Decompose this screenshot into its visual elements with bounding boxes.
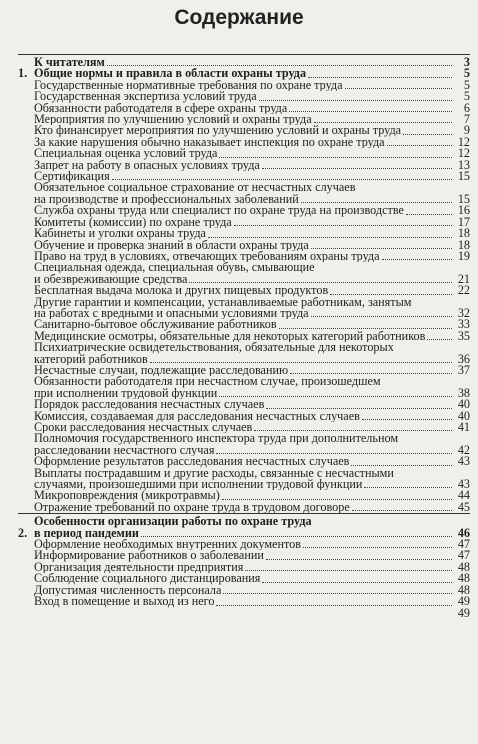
toc-entry-number: 1.	[18, 66, 28, 81]
toc-entry[interactable]	[18, 100, 470, 115]
toc-entry-page-number: 45	[457, 499, 470, 514]
dot-leader	[382, 259, 452, 260]
toc-entry-title-line: категорий работников	[34, 351, 148, 365]
toc-entry-title	[34, 319, 454, 330]
toc-entry[interactable]	[18, 573, 470, 584]
toc-entry[interactable]	[18, 596, 470, 607]
toc-entry-page-number: 22	[457, 283, 470, 298]
toc-entry-title	[34, 262, 454, 285]
toc-entry-title-line: в период пандемии	[34, 525, 139, 540]
toc-entry[interactable]	[18, 228, 470, 239]
toc-entry[interactable]	[18, 499, 470, 514]
toc-entry-title-line: Обучение и проверка знаний в области охраны труда	[34, 239, 309, 251]
toc-entry-title	[34, 502, 454, 513]
dot-leader	[403, 134, 452, 135]
toc-entry[interactable]	[18, 559, 470, 574]
dot-leader	[219, 396, 452, 397]
dot-leader	[266, 559, 452, 560]
toc-entry-title	[34, 205, 454, 216]
dot-leader	[427, 339, 452, 340]
section-rule	[18, 513, 470, 514]
toc-entry-page-number: 9	[463, 123, 470, 138]
toc-entry-title	[34, 399, 454, 410]
toc-entry[interactable]	[18, 205, 470, 216]
page-title: Содержание	[174, 6, 304, 29]
toc-entry-title-line: Служба охраны труда или специалист по охране труда на производстве	[34, 205, 404, 217]
toc-entry-title	[34, 562, 454, 573]
toc-entry-page-number: 35	[457, 328, 470, 343]
toc-entry[interactable]	[18, 248, 470, 263]
toc-entry-title-line: Выплаты пострадавшим и другие расходы, связанные с несчастными	[34, 467, 394, 480]
toc-entry-title-line: Отражение требований по охране труда в трудовом договоре	[34, 501, 350, 514]
toc-entry-title-line: Особенности организации работы по охране труда	[34, 516, 312, 529]
toc-entry-page-number: 44	[457, 488, 470, 503]
toc-entry-page-number: 38	[457, 385, 470, 400]
toc-entry[interactable]	[18, 456, 470, 467]
toc-entry-title-line: Другие гарантии и компенсации, устанавливаемые работникам, занятым	[34, 296, 412, 309]
toc-entry-title-line: Мероприятия по улучшению условий и охраны труда	[34, 114, 312, 126]
toc-entry-title	[34, 550, 454, 561]
toc-entry[interactable]	[18, 148, 470, 159]
dot-leader	[311, 248, 452, 249]
toc-entry-title-line: и обезвреживающие средства	[34, 271, 188, 286]
toc-entry-page-number: 12	[457, 146, 470, 161]
dot-leader	[259, 100, 452, 101]
toc-entry-title	[34, 80, 454, 91]
dot-leader	[262, 582, 452, 583]
toc-entry-page-number: 48	[457, 571, 470, 586]
toc-entry-title	[34, 285, 454, 296]
toc-entry-page-number: 15	[457, 169, 470, 184]
toc-entry-title	[34, 217, 454, 228]
toc-entry-title	[34, 585, 454, 596]
dot-leader	[330, 294, 452, 295]
toc-entry-title	[34, 490, 454, 501]
toc-entry-title-line: Соблюдение социального дистанцирования	[34, 573, 261, 585]
toc-entry[interactable]	[18, 237, 470, 252]
toc-entry[interactable]	[18, 285, 470, 296]
toc-entry-page-number: 33	[457, 317, 470, 332]
toc-entry[interactable]	[18, 376, 470, 399]
toc-entry-page-number: 47	[457, 548, 470, 563]
toc-entry-page-number: 7	[463, 112, 470, 127]
toc-entry-title-line: Микроповреждения (микротравмы)	[34, 490, 220, 502]
toc-entry[interactable]	[18, 408, 470, 423]
toc-entry[interactable]	[18, 134, 470, 149]
toc-entry-title-line: на работах с вредными и опасными условиями труда	[34, 305, 309, 320]
toc-entry-title	[34, 228, 454, 239]
toc-entry-title-line: Допустимая численность персонала	[34, 584, 222, 597]
toc-entry-page-number: 13	[457, 157, 470, 172]
toc-entry-page-number: 32	[457, 305, 470, 320]
toc-entry-title	[34, 539, 454, 550]
toc-entry-title	[34, 365, 454, 376]
toc-entry-title	[34, 114, 454, 125]
toc-entry-title-line: Специальная одежда, специальная обувь, смывающие	[34, 262, 315, 275]
toc-entry-page-number: 41	[457, 420, 470, 434]
toc-entry-page-number: 5	[463, 66, 470, 81]
toc-entry-title-line: Психиатрические освидетельствования, обязательные для некоторых	[34, 342, 394, 355]
dot-leader	[216, 605, 452, 606]
dot-leader	[234, 225, 452, 226]
dot-leader	[189, 282, 452, 283]
toc-entry-title-line: Оформление результатов расследования несчастных случаев	[34, 456, 350, 468]
dot-leader	[216, 453, 452, 454]
dot-leader	[352, 510, 452, 511]
toc-entry-title	[34, 422, 454, 433]
toc-entry-title-line: Обязательное социальное страхование от несчастных случаев	[34, 182, 356, 195]
toc-entry-title-line: Оформление необходимых внутренних документов	[34, 539, 301, 551]
toc-entry[interactable]	[18, 297, 470, 320]
toc-entry-title	[34, 160, 454, 171]
toc-entry-page-number: 47	[457, 537, 470, 552]
toc-entry[interactable]	[18, 490, 470, 501]
toc-entry-title-line: Обязанности работодателя при несчастном случае, произошедшем	[34, 376, 381, 389]
toc-entry-page-number: 40	[457, 397, 470, 412]
toc-entry-title	[34, 171, 454, 182]
dot-leader	[107, 65, 452, 66]
toc-entry-page-number: 48	[457, 582, 470, 597]
toc-entry[interactable]	[18, 342, 470, 365]
dot-leader	[351, 465, 452, 466]
toc-entry-title	[34, 376, 454, 399]
toc-entry-title-line: Несчастные случаи, подлежащие расследованию	[34, 364, 289, 377]
toc-entry[interactable]	[18, 91, 470, 102]
toc-entry-page-number: 43	[457, 454, 470, 469]
toc-entry-title-line: Кабинеты и уголки охраны труда	[34, 228, 206, 240]
dot-leader	[290, 373, 452, 374]
toc-entry-title-line: Полномочия государственного инспектора труда при дополнительном	[34, 433, 399, 446]
toc-entry-title	[34, 182, 454, 205]
toc-entry[interactable]	[18, 422, 470, 433]
dot-leader	[112, 179, 452, 180]
toc-entry[interactable]	[18, 182, 470, 205]
toc-entry-page-number: 12	[457, 134, 470, 149]
toc-entry[interactable]	[18, 550, 470, 561]
toc-entry-page-number: 43	[457, 477, 470, 492]
toc-entry-title-line: Запрет на работу в опасных условиях труда	[34, 159, 260, 172]
toc-entry[interactable]	[18, 468, 470, 491]
dot-leader	[364, 487, 452, 488]
dot-leader	[245, 570, 452, 571]
toc-entry-page-number: 37	[457, 362, 470, 377]
toc-entry-page-number: 42	[457, 442, 470, 457]
toc-entry-page-number: 18	[457, 226, 470, 241]
dot-leader	[311, 316, 452, 317]
toc-entry[interactable]	[18, 125, 470, 136]
toc-entry-page-number: 6	[463, 100, 470, 115]
toc-entry-title-line: Обязанности работодателя в сфере охраны труда	[34, 102, 288, 115]
toc-entry-title-line: случаями, произошедшими при исполнении трудовой функции	[34, 477, 363, 491]
toc-entry-title-line: Порядок расследования несчастных случаев	[34, 399, 265, 411]
toc-entry-page-number: 15	[457, 191, 470, 206]
dot-leader	[301, 202, 452, 203]
toc-entry-title	[34, 342, 454, 365]
toc-entry-title	[34, 103, 454, 114]
toc-entry-title	[34, 91, 454, 102]
toc-entry[interactable]	[18, 114, 470, 125]
toc-entry-title-line: Сертификация	[34, 171, 110, 183]
toc-entry-page-number: 48	[457, 559, 470, 574]
toc-entry-title-line: при исполнении трудовой функции	[34, 385, 218, 400]
toc-trailing-page	[18, 605, 470, 620]
toc-entry[interactable]	[18, 68, 470, 79]
toc-entry-title-line: Право на труд в условиях, отвечающих требованиям охраны труда	[34, 250, 380, 263]
toc-entry-title-line: Организация деятельности предприятия	[34, 561, 244, 574]
toc-entry-title	[34, 148, 454, 159]
toc-entry[interactable]	[18, 582, 470, 597]
toc-entry-title	[34, 125, 454, 136]
dot-leader	[254, 430, 452, 431]
toc-entry-number: 2.	[18, 525, 28, 540]
dot-leader	[345, 88, 452, 89]
toc-entry-title	[34, 516, 454, 539]
dot-leader	[219, 157, 452, 158]
toc-entry[interactable]	[18, 539, 470, 550]
toc-entry-title	[34, 137, 454, 148]
dot-leader	[387, 145, 452, 146]
dot-leader	[262, 168, 452, 169]
toc-entry-page-number: 3	[463, 55, 470, 69]
dot-leader	[150, 362, 452, 363]
toc-entry-title-line: Сроки расследования несчастных случаев	[34, 422, 253, 434]
toc-entry-page-number: 5	[463, 77, 470, 92]
toc-entry-title-line: Бесплатная выдача молока и других пищевых продуктов	[34, 285, 329, 297]
toc-entry-title-line: Санитарно-бытовое обслуживание работников	[34, 319, 277, 331]
toc-entry-title-line: расследовании несчастного случая	[34, 442, 215, 457]
toc-entry[interactable]	[18, 262, 470, 285]
dot-leader	[308, 77, 452, 78]
toc-entry-title	[34, 251, 454, 262]
toc-entry-title	[34, 468, 454, 491]
toc-entry-page-number: 19	[457, 248, 470, 263]
toc-entry[interactable]	[18, 157, 470, 172]
toc-entry[interactable]	[18, 516, 470, 539]
toc-entry-title	[34, 596, 454, 607]
toc-entry-title	[34, 573, 454, 584]
toc-entry-title	[34, 57, 454, 68]
dot-leader	[289, 111, 452, 112]
toc-entry-title	[34, 411, 454, 422]
toc-entry-page-number: 49	[457, 594, 470, 609]
dot-leader	[141, 536, 452, 537]
toc-entry[interactable]	[18, 57, 470, 68]
toc-entry[interactable]	[18, 328, 470, 343]
dot-leader	[223, 593, 452, 594]
toc-entry[interactable]	[18, 214, 470, 229]
toc-entry-title	[34, 297, 454, 320]
dot-leader	[314, 122, 452, 123]
toc-entry-title	[34, 331, 454, 342]
toc-entry-title-line: Комиссия, создаваемая для расследования несчастных случаев	[34, 410, 360, 422]
dot-leader	[279, 328, 452, 329]
toc-entry-title-line: на производстве и профессиональных заболеваний	[34, 191, 299, 206]
toc-entry[interactable]	[18, 433, 470, 456]
toc-entry[interactable]	[18, 399, 470, 410]
toc-entry[interactable]	[18, 362, 470, 377]
toc-entry-title-line: Общие нормы и правила в области охраны труда	[34, 68, 307, 80]
toc-entry-page-number: 40	[457, 408, 470, 423]
toc-entry-title-line: Специальная оценка условий труда	[34, 148, 218, 160]
section-rule	[18, 54, 470, 55]
toc-entry-title-line: Медицинские осмотры, обязательные для некоторых категорий работников	[34, 330, 426, 343]
toc-entry-title	[34, 456, 454, 467]
toc-entry-title	[34, 68, 454, 79]
toc-entry-title	[34, 240, 454, 251]
toc-entry-title-line: Государственная экспертиза условий труда	[34, 91, 257, 103]
toc-entry-page-number: 21	[457, 271, 470, 286]
toc-entry-title	[34, 433, 454, 456]
toc-entry-page-number: 17	[457, 214, 470, 229]
toc-entry[interactable]	[18, 171, 470, 182]
toc-entry-page-number: 18	[457, 237, 470, 252]
dot-leader	[208, 237, 452, 238]
dot-leader	[266, 408, 452, 409]
toc-entry-title-line: Комитеты (комиссии) по охране труда	[34, 216, 232, 229]
toc-entry-page-number: 5	[463, 89, 470, 104]
dot-leader	[362, 419, 452, 420]
toc-entry[interactable]	[18, 77, 470, 92]
toc-entry[interactable]	[18, 319, 470, 330]
toc-entry-title-line: Государственные нормативные требования по охране труда	[34, 79, 343, 92]
toc-entry-title-line: К читателям	[34, 57, 105, 69]
toc-entry-page-number: 36	[457, 351, 470, 366]
table-of-contents	[18, 54, 470, 619]
dot-leader	[406, 214, 452, 215]
toc-entry-title-line: Вход в помещение и выход из него	[34, 596, 215, 608]
toc-entry-title-line: Кто финансирует мероприятия по улучшению условий и охраны труда	[34, 125, 402, 137]
dot-leader	[303, 547, 452, 548]
toc-entry-title-line: За какие нарушения обычно наказывает инспекция по охране труда	[34, 136, 385, 149]
toc-entry-title-line: Информирование работников о заболевании	[34, 550, 264, 562]
toc-entry-page-number: 46	[457, 525, 470, 540]
dot-leader	[222, 499, 452, 500]
toc-trailing-page-number: 49	[457, 605, 470, 620]
toc-entry-page-number: 16	[457, 203, 470, 218]
